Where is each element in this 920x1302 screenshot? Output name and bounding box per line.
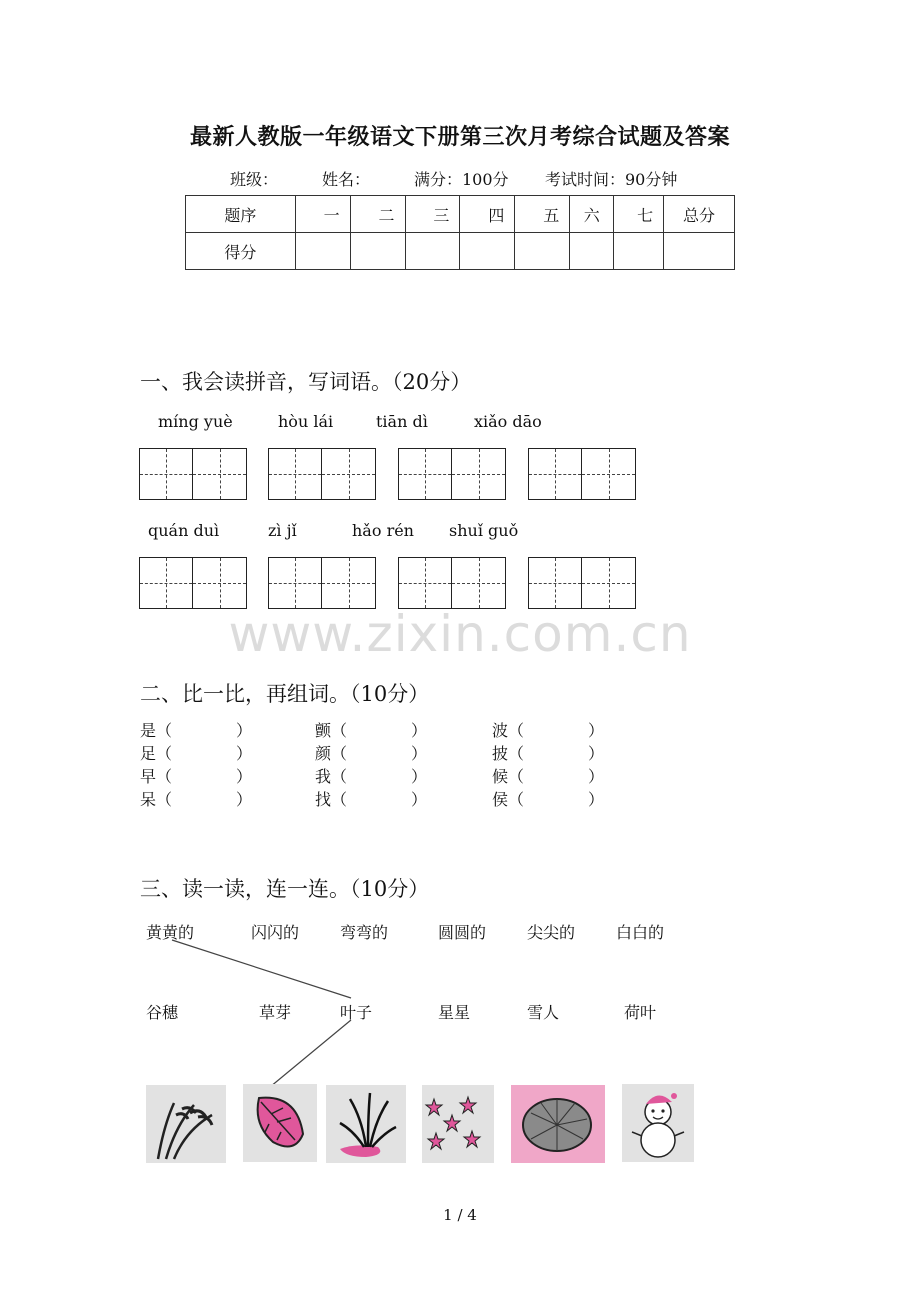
score-header-cell: 一 bbox=[295, 196, 350, 233]
score-header-cell: 题序 bbox=[186, 196, 296, 233]
compare-row[interactable]: 早（ ） bbox=[140, 767, 253, 786]
noun-word[interactable]: 谷穗 bbox=[146, 1003, 179, 1022]
compare-row[interactable]: 我（ ） bbox=[315, 767, 428, 786]
pinyin-label: hòu lái bbox=[278, 412, 334, 431]
score-header-cell: 二 bbox=[350, 196, 405, 233]
compare-row[interactable]: 侯（ ） bbox=[492, 790, 605, 809]
score-header-cell: 三 bbox=[405, 196, 460, 233]
pinyin-label: quán duì bbox=[148, 521, 220, 540]
compare-row[interactable]: 候（ ） bbox=[492, 767, 605, 786]
adjective-word[interactable]: 圆圆的 bbox=[438, 923, 487, 942]
score-header-cell: 七 bbox=[614, 196, 664, 233]
rice-ear-picture[interactable] bbox=[146, 1085, 226, 1163]
section3-heading: 三、读一读，连一连。（10分） bbox=[140, 877, 430, 901]
pinyin-label: shuǐ guǒ bbox=[449, 521, 519, 540]
leaf-icon bbox=[243, 1084, 317, 1162]
compare-row[interactable]: 呆（ ） bbox=[140, 790, 253, 809]
adjective-word[interactable]: 闪闪的 bbox=[251, 923, 300, 942]
class-label: 班级： bbox=[230, 170, 279, 189]
pinyin-label: hǎo rén bbox=[352, 521, 414, 540]
noun-word[interactable]: 荷叶 bbox=[624, 1003, 657, 1022]
pinyin-label: zì jǐ bbox=[268, 521, 297, 540]
score-header-cell: 六 bbox=[570, 196, 614, 233]
noun-word[interactable]: 草芽 bbox=[259, 1003, 292, 1022]
stars-picture[interactable] bbox=[422, 1085, 494, 1163]
pinyin-label: tiān dì bbox=[376, 412, 428, 431]
compare-row[interactable]: 披（ ） bbox=[492, 744, 605, 763]
snowman-picture[interactable] bbox=[622, 1084, 694, 1162]
full-score-label: 满分：100分 bbox=[414, 170, 509, 189]
score-header-cell: 四 bbox=[460, 196, 515, 233]
section1-heading: 一、我会读拼音，写词语。（20分） bbox=[140, 370, 472, 394]
watermark: www.zixin.com.cn bbox=[228, 605, 692, 663]
exam-time-label: 考试时间：90分钟 bbox=[545, 170, 678, 189]
score-header-cell: 总分 bbox=[664, 196, 735, 233]
pinyin-label: míng yuè bbox=[158, 412, 233, 431]
compare-row[interactable]: 颤（ ） bbox=[315, 721, 428, 740]
compare-row[interactable]: 足（ ） bbox=[140, 744, 253, 763]
compare-row[interactable]: 是（ ） bbox=[140, 721, 253, 740]
score-row-label: 得分 bbox=[186, 233, 296, 270]
grass-sprout-picture[interactable] bbox=[326, 1085, 406, 1163]
page-number: 1 / 4 bbox=[443, 1206, 477, 1224]
adjective-word[interactable]: 尖尖的 bbox=[527, 923, 576, 942]
adjective-word[interactable]: 弯弯的 bbox=[340, 923, 389, 942]
adjective-word[interactable]: 黄黄的 bbox=[146, 923, 195, 942]
noun-word[interactable]: 叶子 bbox=[340, 1003, 373, 1022]
compare-row[interactable]: 找（ ） bbox=[315, 790, 428, 809]
connection-line bbox=[172, 940, 351, 998]
compare-row[interactable]: 颜（ ） bbox=[315, 744, 428, 763]
lotus-leaf-picture[interactable] bbox=[511, 1085, 605, 1163]
section2-heading: 二、比一比，再组词。（10分） bbox=[140, 682, 430, 706]
noun-word[interactable]: 雪人 bbox=[527, 1003, 560, 1022]
snowman-icon bbox=[622, 1084, 694, 1162]
leaf-picture[interactable] bbox=[243, 1084, 317, 1162]
adjective-word[interactable]: 白白的 bbox=[616, 923, 665, 942]
stars-icon bbox=[422, 1085, 494, 1163]
noun-word[interactable]: 星星 bbox=[438, 1003, 471, 1022]
compare-row[interactable]: 波（ ） bbox=[492, 721, 605, 740]
connection-line bbox=[270, 1020, 351, 1087]
pinyin-label: xiǎo dāo bbox=[474, 412, 542, 431]
score-header-cell: 五 bbox=[515, 196, 570, 233]
lotus-leaf-icon bbox=[511, 1085, 605, 1163]
rice-ear-icon bbox=[146, 1085, 226, 1163]
name-label: 姓名： bbox=[322, 170, 371, 189]
grass-sprout-icon bbox=[326, 1085, 406, 1163]
page-title: 最新人教版一年级语文下册第三次月考综合试题及答案 bbox=[189, 124, 730, 150]
